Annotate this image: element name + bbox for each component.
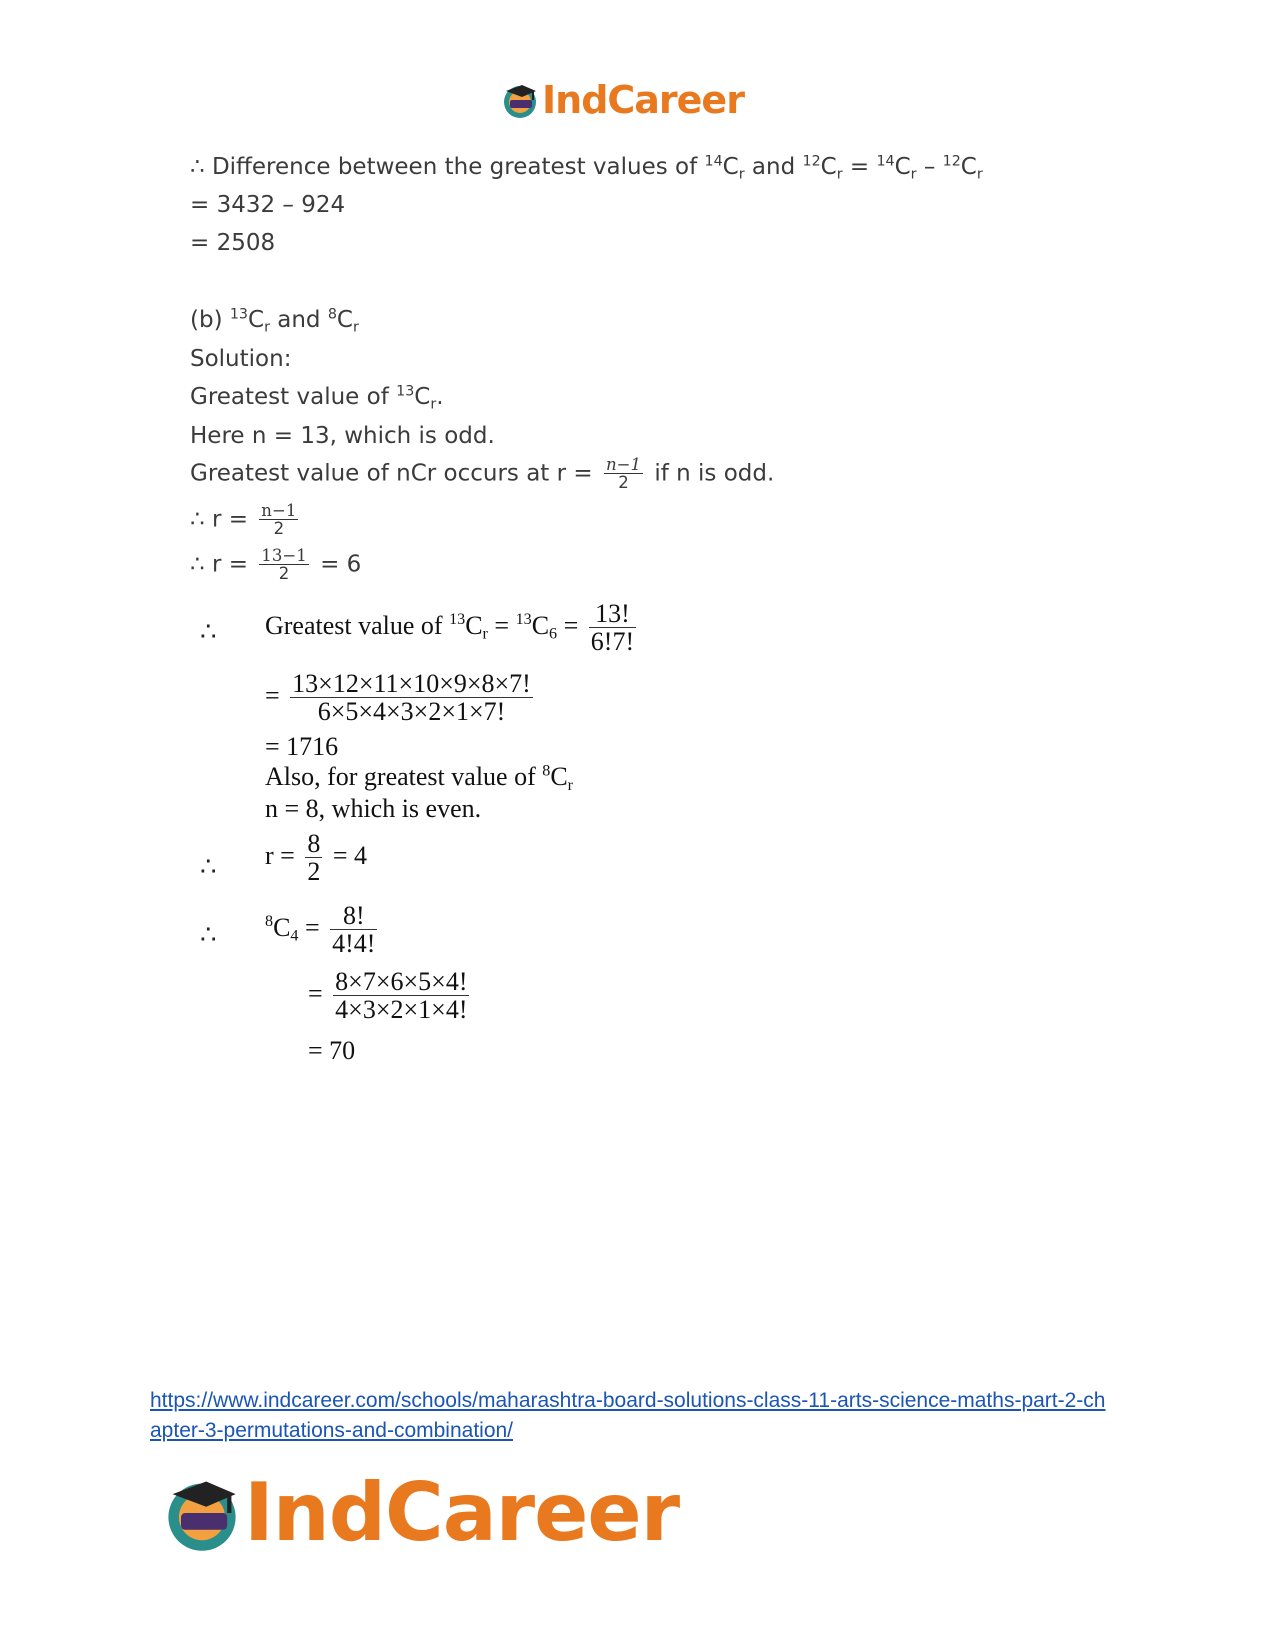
result-70: = 70 xyxy=(308,1036,356,1065)
period: . xyxy=(436,384,444,410)
difference-prefix: ∴ Difference between the greatest values of xyxy=(190,154,698,180)
fraction-numerator: 13! xyxy=(595,599,630,628)
term-sub: r xyxy=(910,166,917,183)
term-base: C xyxy=(894,154,911,180)
term-base: C xyxy=(820,154,837,180)
also-prefix: Also, for greatest value of xyxy=(265,762,536,791)
term-base: C xyxy=(722,154,739,180)
r-result: = 4 xyxy=(332,840,367,870)
fraction-numerator: n−1 xyxy=(605,455,642,474)
term-sub: r xyxy=(482,625,488,643)
term-base: C xyxy=(465,610,483,640)
fraction-numerator: 8 xyxy=(307,829,321,858)
r-prefix: ∴ r = xyxy=(190,551,248,578)
result-1716: = 1716 xyxy=(265,732,339,761)
term-sup: 13 xyxy=(449,611,466,629)
difference-line xyxy=(190,153,983,183)
c84-line xyxy=(265,902,381,958)
term-sup: 14 xyxy=(704,153,723,170)
also-line xyxy=(265,762,573,792)
fraction-numerator: n−1 xyxy=(261,501,297,520)
fraction xyxy=(330,902,377,958)
term-sup: 13 xyxy=(396,383,415,400)
fraction-denominator: 2 xyxy=(259,519,298,537)
brand-name: IndCareer xyxy=(542,78,744,122)
term-sup: 13 xyxy=(229,306,248,323)
term-sup: 14 xyxy=(876,153,895,170)
fraction-denominator: 6!7! xyxy=(590,627,635,657)
gv-prefix: Greatest value of xyxy=(265,610,443,640)
fraction-denominator: 4!4! xyxy=(332,929,376,959)
and-text: and xyxy=(277,307,321,333)
minus-sign: – xyxy=(923,154,936,180)
and-text: and xyxy=(751,154,796,180)
term-sup: 8 xyxy=(327,306,337,323)
r-result: = 6 xyxy=(320,551,362,578)
term-sub: r xyxy=(738,166,745,183)
greatest-value-line xyxy=(190,383,444,413)
difference-result: = 2508 xyxy=(190,230,276,256)
fraction xyxy=(604,456,643,492)
term-base: C xyxy=(550,762,568,791)
r-equals-4-line xyxy=(265,830,367,886)
r-value-line xyxy=(190,547,361,583)
term-sub: r xyxy=(567,776,574,794)
fraction xyxy=(333,968,469,1024)
term-base: C xyxy=(248,307,265,333)
term-base: C xyxy=(336,307,353,333)
equals-sign: = xyxy=(849,154,870,180)
equals-sign: = xyxy=(563,610,579,640)
occurs-suffix: if n is odd. xyxy=(654,460,775,487)
source-url-link[interactable]: https://www.indcareer.com/schools/maharashtra-board-solutions-class-11-arts-science-maths-part-2-chapter-3-permutations-and-combination/ xyxy=(150,1389,1106,1442)
term-sup: 12 xyxy=(802,153,821,170)
fraction-numerator: 8! xyxy=(342,901,365,930)
equals-sign: = xyxy=(494,610,510,640)
occurs-line xyxy=(190,456,774,492)
fraction-denominator: 2 xyxy=(307,857,321,887)
gv-prefix: Greatest value of xyxy=(190,384,389,410)
equals-sign: = xyxy=(308,978,323,1008)
therefore-symbol: ∴ xyxy=(200,617,217,646)
header-logo xyxy=(500,78,744,122)
occurs-prefix: Greatest value of nCr occurs at r = xyxy=(190,460,593,487)
r-prefix: r = xyxy=(265,840,295,870)
n8-line: n = 8, which is even. xyxy=(265,794,482,823)
solution-label: Solution: xyxy=(190,346,292,372)
term-sup: 13 xyxy=(515,611,532,629)
therefore-symbol: ∴ xyxy=(200,920,217,949)
term-sub: 4 xyxy=(290,927,299,945)
term-sup: 8 xyxy=(542,762,551,780)
therefore-symbol: ∴ xyxy=(200,852,217,881)
term-sub: r xyxy=(836,166,843,183)
fraction xyxy=(290,670,533,726)
fraction xyxy=(259,547,308,583)
equals-sign: = xyxy=(304,912,320,942)
indcareer-globe-icon xyxy=(500,80,540,120)
equals-sign: = xyxy=(265,680,280,710)
expansion-13-line xyxy=(265,670,537,726)
fraction-numerator: 13−1 xyxy=(261,546,307,565)
expansion-8-line xyxy=(308,968,473,1024)
term-base: C xyxy=(531,610,550,640)
here-n-line: Here n = 13, which is odd. xyxy=(190,423,495,449)
fraction-denominator: 4×3×2×1×4! xyxy=(335,995,468,1025)
brand-name: IndCareer xyxy=(244,1466,680,1559)
part-label: (b) xyxy=(190,307,223,333)
fraction xyxy=(589,600,636,656)
fraction xyxy=(305,830,322,886)
greatest-value-13-line xyxy=(265,600,640,656)
part-b-heading xyxy=(190,306,359,336)
fraction xyxy=(259,502,298,538)
fraction-numerator: 8×7×6×5×4! xyxy=(335,967,468,996)
footer-logo xyxy=(160,1468,679,1558)
term-sup: 8 xyxy=(265,913,274,931)
fraction-denominator: 6×5×4×3×2×1×7! xyxy=(290,697,533,725)
term-sup: 12 xyxy=(942,153,961,170)
r-prefix: ∴ r = xyxy=(190,506,248,533)
term-base: C xyxy=(960,154,977,180)
term-sub: 6 xyxy=(549,625,558,643)
fraction-denominator: 2 xyxy=(259,564,308,582)
term-sub: r xyxy=(352,319,359,336)
term-base: C xyxy=(273,912,291,942)
fraction-denominator: 2 xyxy=(604,473,643,491)
fraction-numerator: 13×12×11×10×9×8×7! xyxy=(292,669,531,698)
term-sub: r xyxy=(430,396,437,413)
subtraction-line: = 3432 – 924 xyxy=(190,192,346,218)
term-sub: r xyxy=(976,166,983,183)
term-sub: r xyxy=(264,319,270,336)
indcareer-globe-icon xyxy=(160,1471,244,1555)
term-base: C xyxy=(414,384,431,410)
r-formula-line xyxy=(190,502,302,538)
